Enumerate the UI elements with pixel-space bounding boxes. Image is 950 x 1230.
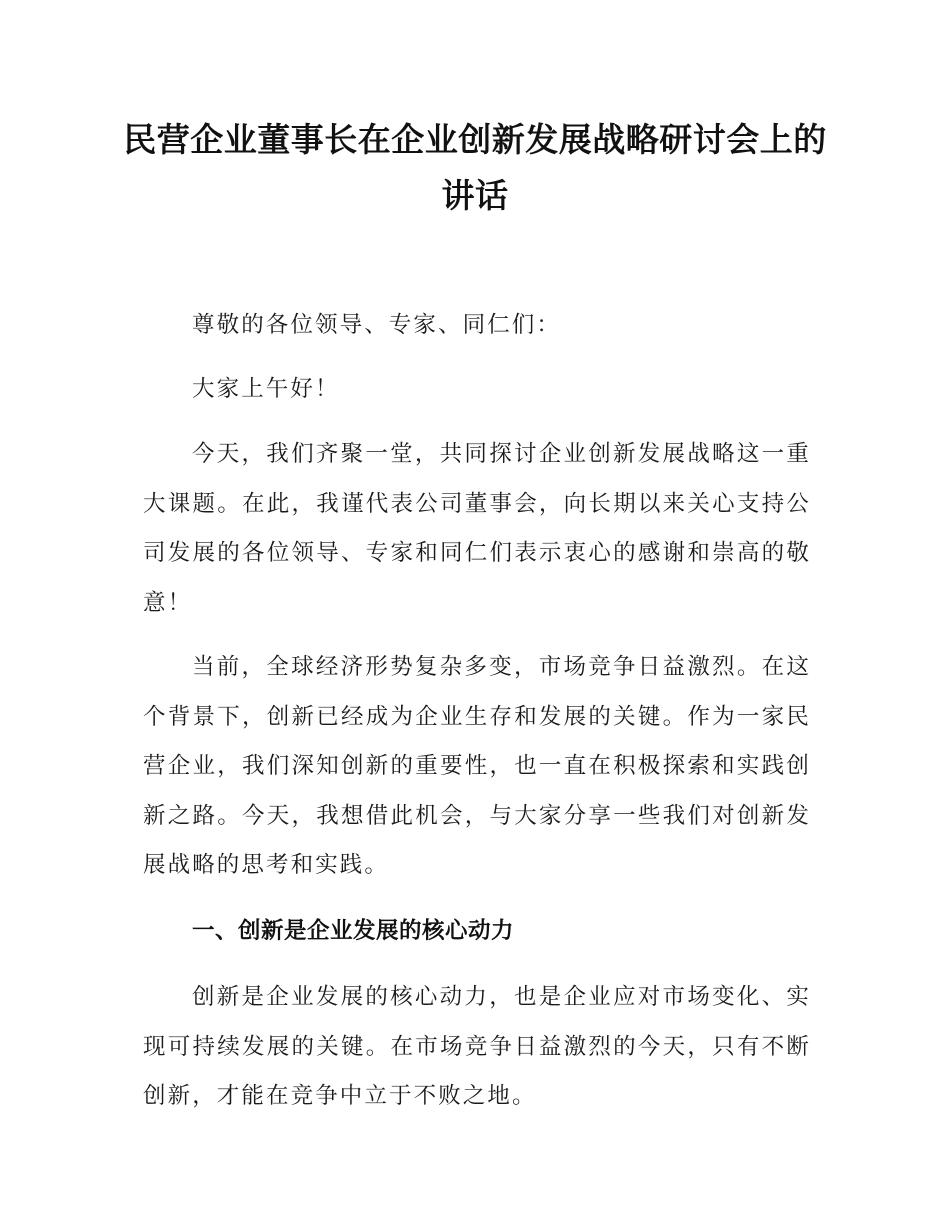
paragraph-context: 当前，全球经济形势复杂多变，市场竞争日益激烈。在这个背景下，创新已经成为企业生存和发展的关键。作为一家民营企业，我们深知创新的重要性，也一直在积极探索和实践创新之路。今天，我想借此机会，与大家分享一些我们对创新发展战略的思考和实践。 — [143, 654, 811, 878]
salutation: 尊敬的各位领导、专家、同仁们： — [192, 312, 562, 338]
document-title: 民营企业董事长在企业创新发展战略研讨会上的讲话 — [123, 120, 827, 215]
section-heading-1: 一、创新是企业发展的核心动力 — [192, 918, 515, 944]
paragraph-intro: 今天，我们齐聚一堂，共同探讨企业创新发展战略这一重大课题。在此，我谨代表公司董事会，向长期以来关心支持公司发展的各位领导、专家和同仁们表示衷心的感谢和崇高的敬意！ — [143, 441, 811, 616]
greeting: 大家上午好！ — [192, 376, 340, 402]
paragraph-section-1: 创新是企业发展的核心动力，也是企业应对市场变化、实现可持续发展的关键。在市场竞争日益激烈的今天，只有不断创新，才能在竞争中立于不败之地。 — [143, 984, 811, 1109]
